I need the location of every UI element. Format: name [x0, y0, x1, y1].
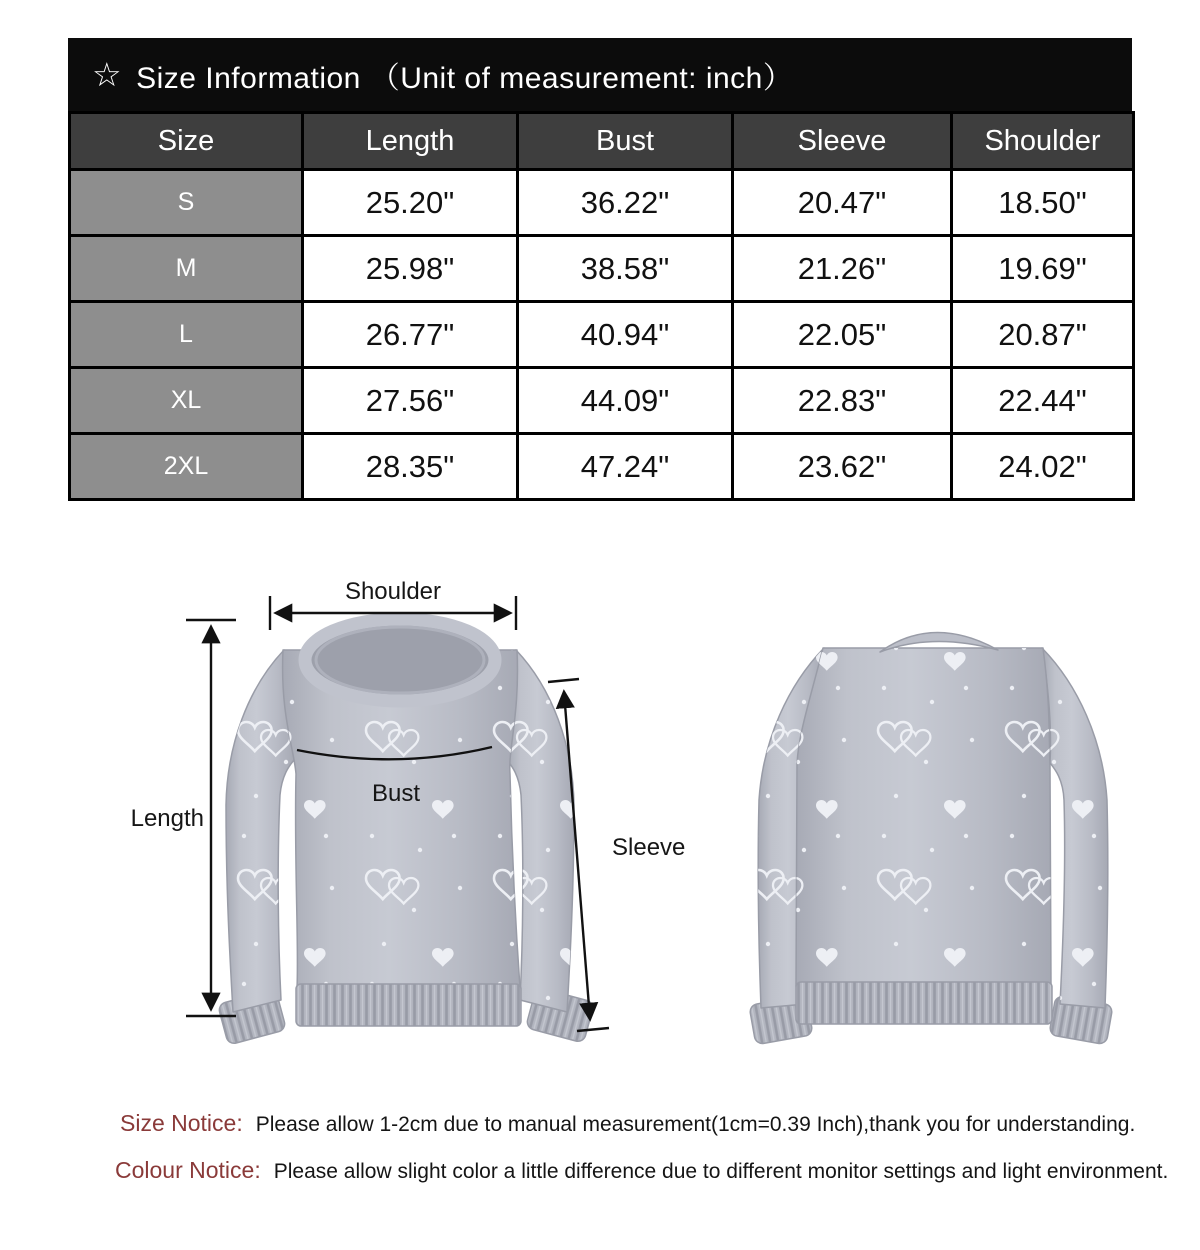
col-header-bust: Bust [518, 113, 733, 170]
bust-value: 44.09" [518, 368, 733, 434]
sleeve-value: 22.05" [733, 302, 952, 368]
shoulder-value: 20.87" [952, 302, 1134, 368]
bust-value: 47.24" [518, 434, 733, 500]
length-label: Length [130, 805, 204, 832]
table-header-row [70, 113, 1134, 170]
shoulder-value: 19.69" [952, 236, 1134, 302]
bust-value: 36.22" [518, 170, 733, 236]
col-header-shoulder: Shoulder [952, 113, 1134, 170]
col-header-sleeve: Sleeve [733, 113, 952, 170]
table-row-m [70, 236, 1134, 302]
sleeve-value: 23.62" [733, 434, 952, 500]
length-value: 25.98" [303, 236, 518, 302]
length-value: 25.20" [303, 170, 518, 236]
length-value: 27.56" [303, 368, 518, 434]
table-row-l [70, 302, 1134, 368]
bust-label: Bust [371, 780, 421, 807]
shoulder-value: 24.02" [952, 434, 1134, 500]
size-label: 2XL [70, 434, 303, 500]
sleeve-value: 22.83" [733, 368, 952, 434]
table-row-s [70, 170, 1134, 236]
page-title: Size Information （Unit of measurement: inch） [136, 61, 794, 95]
sleeve-end-tick [548, 679, 579, 682]
col-header-size: Size [70, 113, 303, 170]
table-row-2xl [70, 434, 1134, 500]
back-sweater-illustration [749, 632, 1113, 1044]
size-label: S [70, 170, 303, 236]
size-label: M [70, 236, 303, 302]
size-notice [120, 1110, 1135, 1137]
bust-value: 38.58" [518, 236, 733, 302]
length-value: 28.35" [303, 434, 518, 500]
sleeve-value: 21.26" [733, 236, 952, 302]
size-notice-label: Size Notice: [120, 1110, 243, 1136]
front-sweater-illustration [218, 619, 595, 1045]
table-row-xl [70, 368, 1134, 434]
size-info-title-bar [68, 38, 1132, 111]
col-header-length: Length [303, 113, 518, 170]
length-value: 26.77" [303, 302, 518, 368]
shoulder-value: 18.50" [952, 170, 1134, 236]
measurement-diagram [100, 560, 1150, 1080]
sleeve-label: Sleeve [612, 834, 686, 861]
size-label: L [70, 302, 303, 368]
size-notice-text: Please allow 1-2cm due to manual measurement(1cm=0.39 Inch),thank you for understanding. [255, 1113, 1136, 1136]
colour-notice [115, 1157, 1168, 1184]
sleeve-value: 20.47" [733, 170, 952, 236]
colour-notice-label: Colour Notice: [115, 1157, 261, 1183]
colour-notice-text: Please allow slight color a little difference due to different monitor settings and light environment. [273, 1160, 1169, 1183]
shoulder-label: Shoulder [344, 578, 442, 605]
bust-value: 40.94" [518, 302, 733, 368]
shoulder-value: 22.44" [952, 368, 1134, 434]
star-icon: ☆ [92, 56, 123, 93]
size-table [68, 111, 1135, 501]
size-label: XL [70, 368, 303, 434]
